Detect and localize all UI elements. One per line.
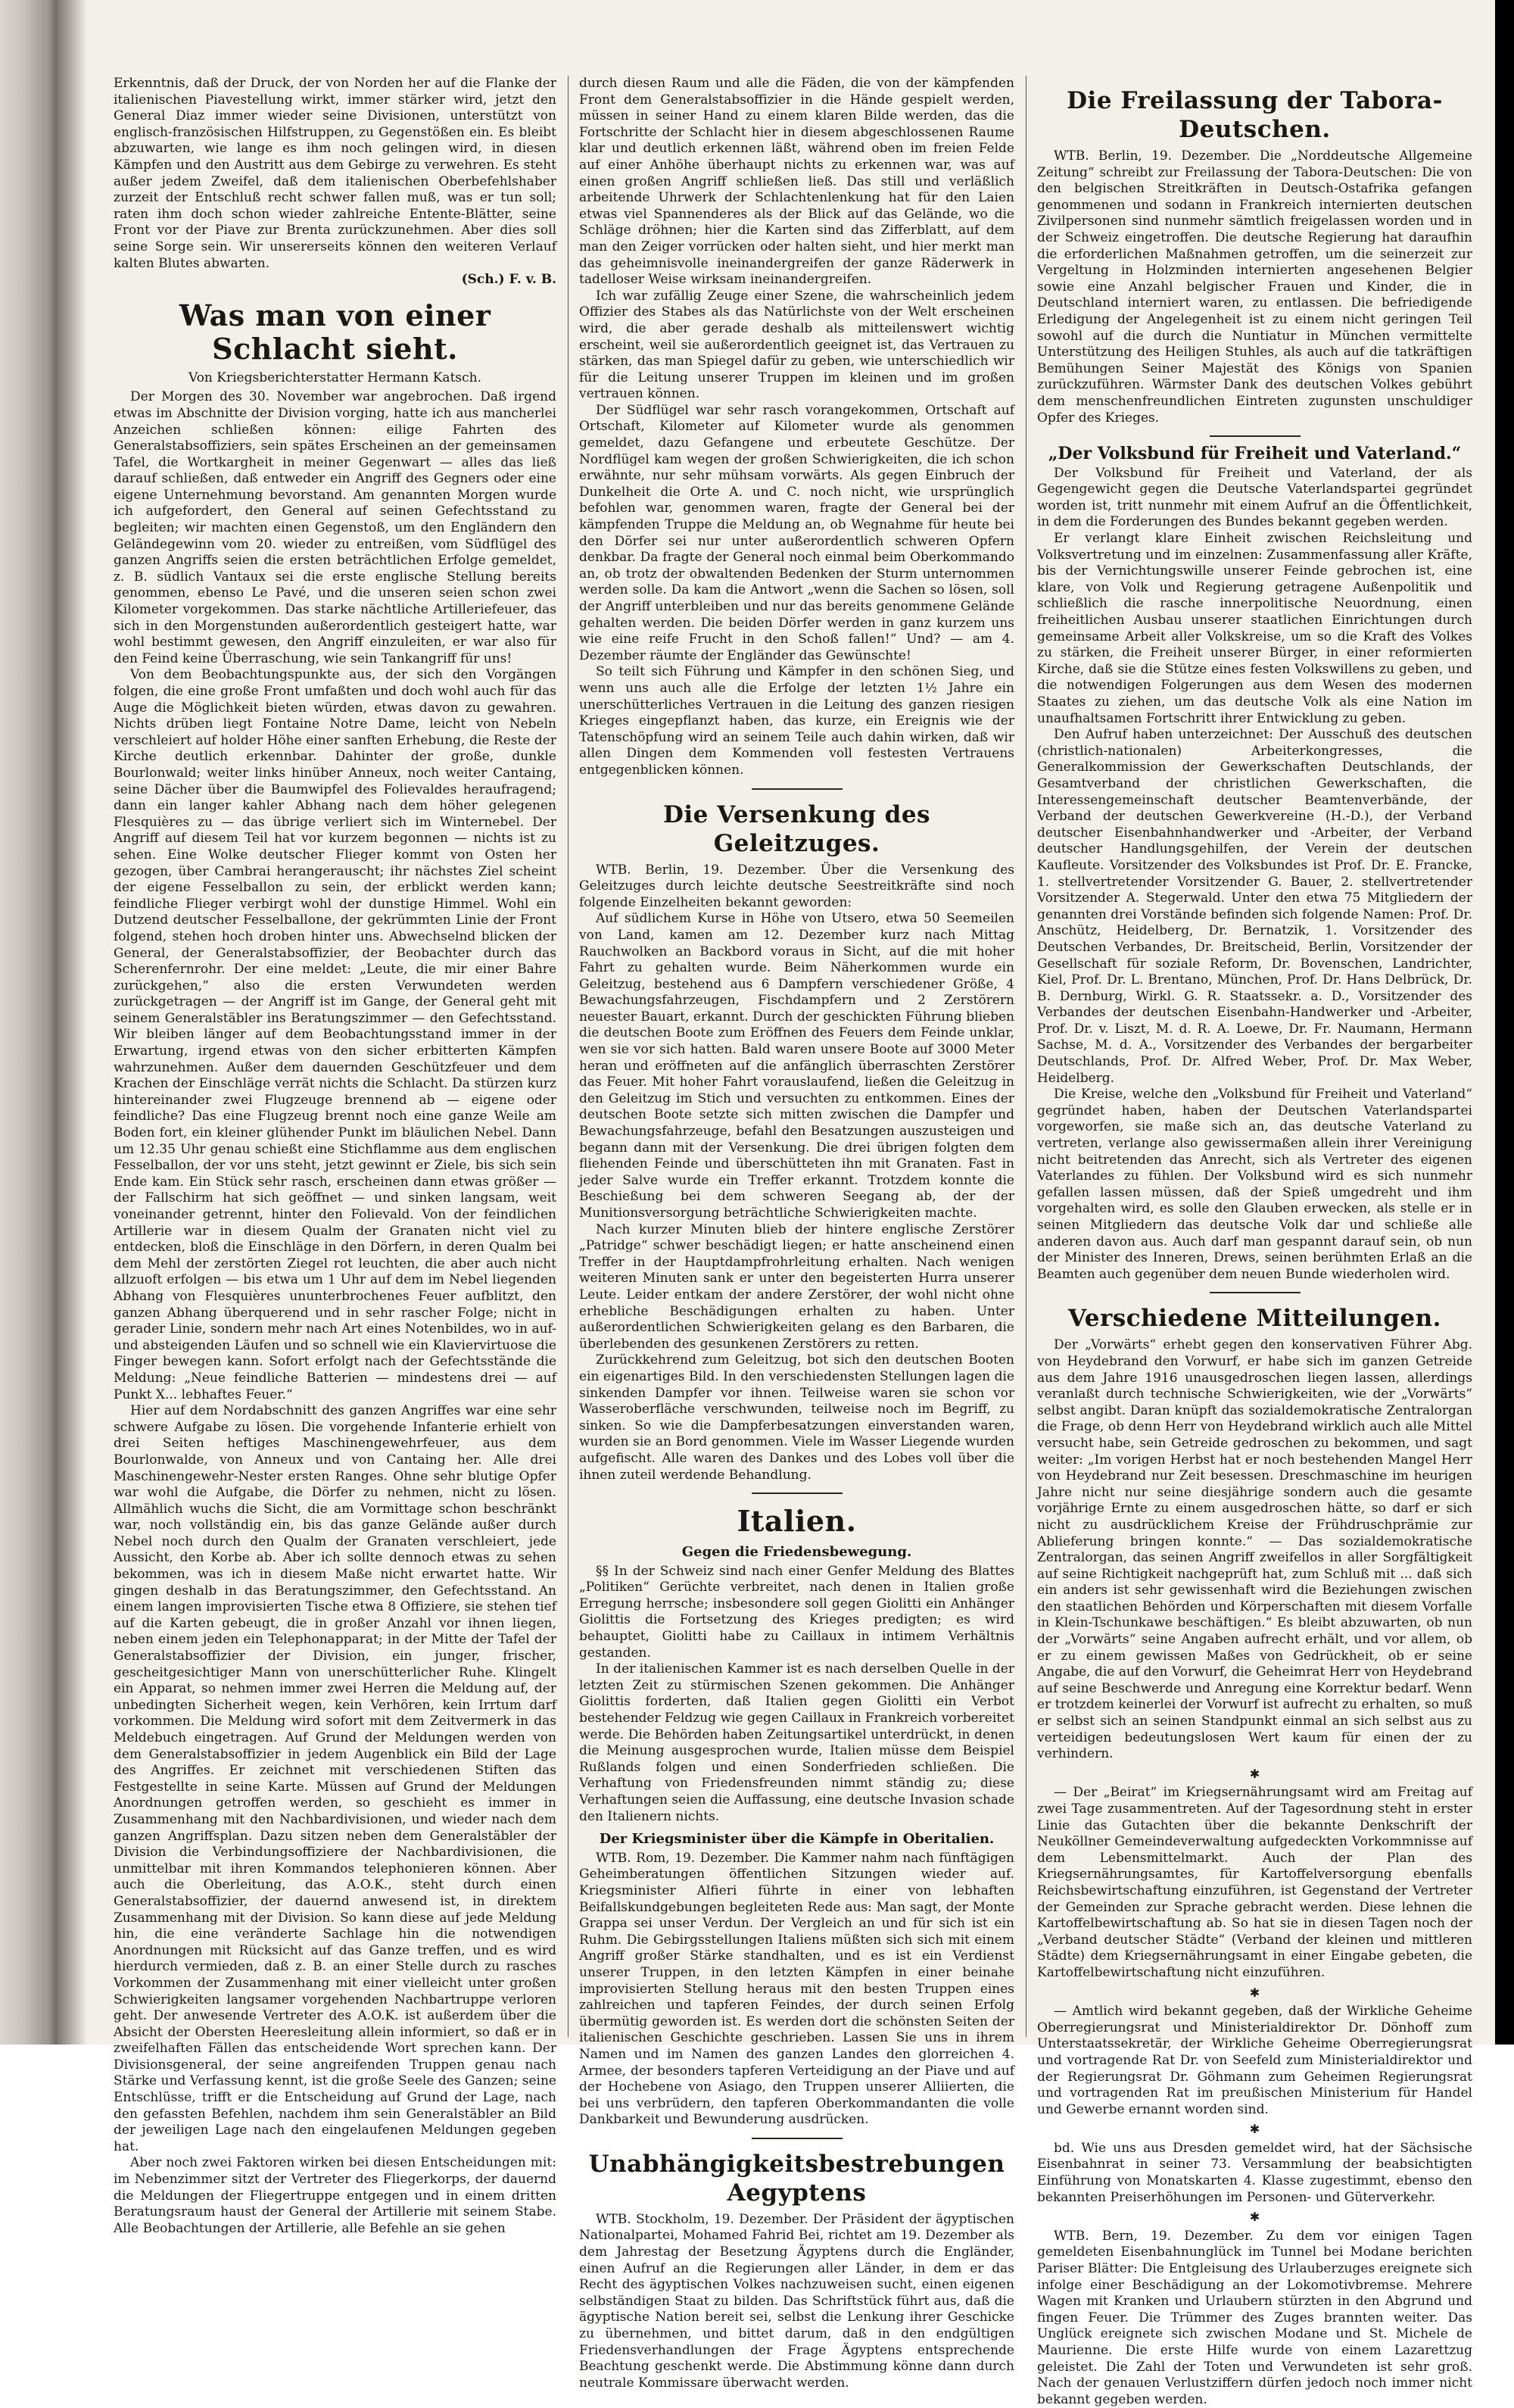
scanner-left-edge: [0, 0, 57, 2045]
separator: [752, 788, 843, 790]
article-body-geleitzug: [579, 862, 1014, 1484]
subhead-friedensbewegung: Gegen die Friedensbewegung.: [681, 1544, 912, 1561]
headline-geleitzug: Die Versenkung des Geleitzuges.: [662, 800, 931, 857]
paragraph: — Der „Beirat“ im Kriegsernährungsamt wird am Freitag auf zwei Tage zusammentreten. Auf der Tagesordnung steht in erster Linie das Gutachten über die bekannte Denkschrift der Neuköllner Gemeindeverwaltung aufgedeckten Vorkommnisse auf dem Lebensmittelmarkt. Auch der Plan des Kriegsernährungsamtes, für Kartoffelversorgung ebenfalls Reichsbewirtschaftung einzuführen, ist Gegenstand der Vertreter der Gemeinden zur Sprache gebracht werden. Diese lehnen die Kartoffelbewirtschaftung ab. So hat sie in diesen Tagen noch der „Verband deutscher Städte“ (Verband der kleinen und mittleren Städte) dem Kriegsernährungsamt in einer Eingabe gebeten, die Kartoffelbewirtschaftung nicht einzuführen.: [1037, 1785, 1472, 1980]
headline-volksbund: „Der Volksbund für Freiheit und Vaterland.“: [1048, 444, 1462, 464]
column-right: [1037, 76, 1472, 2407]
paragraph: Erkenntnis, daß der Druck, der von Norden her auf die Flanke der italienischen Piavestellung wirkt, immer stärker wird, jetzt den General Diaz immer wieder seine Divisionen, unterstützt von englisch-französischen Hilfstruppen, zu Gegenstößen ein. Es bleibt abzuwarten, wie lange es ihm noch gelingen wird, in diesen Kämpfen und den Austritt aus dem Gebirge zu verwehren. Es steht außer jedem Zweifel, daß dem italienischen Oberbefehlshaber zurzeit der Entschluß recht schwer fallen muß, was er tun soll; raten ihm doch schon wieder zahlreiche Entente-Blätter, seine Front vor der Piave zur Brenta zurückzunehmen. Aber dies soll seine Sorge sein. Wir unsererseits können den weiteren Verlauf kalten Blutes abwarten.: [114, 76, 556, 271]
paragraph: Auf südlichem Kurse in Höhe von Utsero, etwa 50 Seemeilen von Land, kamen am 12. Dezember kurz nach Mittag Rauchwolken an Backbord voraus in Sicht, auf die mit hoher Fahrt zu gehalten wurde. Beim Näherkommen wurde ein Geleitzug, bestehend aus 6 Dampfern verschiedener Größe, 4 Bewachungsfahrzeugen, Fischdampfern und 2 Zerstörern neuester Bauart, erkannt. Durch der geschickten Führung blieben die deutschen Boote zum Eröffnen des Feuers dem Feinde unklar, wen sie vor sich hatten. Bald waren unsere Boote auf 3000 Meter heran und eröffneten auf die anfänglich überraschten Zerstörer das Feuer. Mit hoher Fahrt vorauslaufend, ließen die Geleitzug in den Geleitzug im Stich und versuchten zu entkommen. Eines der deutschen Boote setzte sich mitten zwischen die Dampfer und Bewachungsfahrzeuge, befahl den Besatzungen auszusteigen und begann dann mit der Versenkung. Die drei übrigen folgten dem fliehenden Feinde und überschütteten ihn mit Granaten. Fast in jeder Salve wurde ein Treffer erkannt. Trotzdem konnte die Beschießung bei dem schweren Seegang ab, der der Munitionsversorgung beträchtliche Schwierigkeiten machte.: [579, 911, 1014, 1221]
column-middle: [579, 76, 1014, 2391]
article-body-italien: [579, 1564, 1014, 1826]
paragraph: Der „Vorwärts“ erhebt gegen den konservativen Führer Abg. von Heydebrand den Vorwurf, er habe sich im ganzen Getreide aus dem Jahre 1916 unausgedroschen liegen lassen, allerdings veranlaßt durch technische Schwierigkeiten, wie der „Vorwärts“ selbst angibt. Daran knüpft das sozialdemokratische Zentralorgan die Frage, ob denn Herr von Heydebrand wirklich auch alle Mittel versucht habe, sein Getreide gedroschen zu bekommen, und sagt weiter: „Im vorigen Herbst hat er noch bestehenden Mangel Herr von Heydebrand nur Zeit besessen. Dreschmaschine im heurigen Jahre nicht nur seine diesjährige sondern auch die gesamte vorjährige Ernte zu einem ausgedroschen hätte, so darf er sich nicht zu ausdrücklichem Kreise der Frühdruschprämie zur Ablieferung bringen konnte.“ — Das sozialdemokratische Zentralorgan, das seinen Angriff zweifellos in aller Sorgfältigkeit auf seine Richtigkeit nachgeprüft hat, zum Schluß mit ... daß sich ein anders ist sehr gewissenhaft wird die Beziehungen zwischen den staatlichen Behörden und Körperschaften mit diesem Vorfalle in Klein-Tschunkawe beschäftigen.“ Es bleibt abzuwarten, ob nun der „Vorwärts“ seine Angaben aufrecht erhält, und vor allem, ob er zu einem gewissen Maßes von Gedrückheit, ob er seine Angabe, die auf den Vorwurf, die Geheimrat Herr von Heydebrand auf seine Beschwerde und Anregung eine Korrektur bedarf. Wenn er trotzdem keinerlei der Vorwurf ist aufrecht zu erhalten, so muß er selbst sich an seinen Standpunkt einmal an sich selbst aus zu verteidigen bedeutungslosen Wert kaum für einen der zu verhindern.: [1037, 1337, 1472, 1762]
article-body-beirat: [1037, 1785, 1472, 1981]
paragraph: Ich war zufällig Zeuge einer Szene, die wahrscheinlich jedem Offizier des Stabes als das Natürlichste von der Welt erscheinen wird, die aber gerade deshalb als mitteilenswert wichtig erscheint, weil sie außerordentlich geeignet ist, das Vertrauen zu stärken, das man Spiegel dafür zu geben, wie unterschiedlich wir für die Leitung unserer Truppen im kleinen und im großen vertrauen können.: [579, 288, 1014, 402]
paragraph: Nach kurzer Minuten blieb der hintere englische Zerstörer „Patridge“ schwer beschädigt liegen; er hatte anscheinend einen Treffer in der Hauptdampfrohrleitung erhalten. Nach wenigen weiteren Minuten sank er unter den begeisterten Hurra unserer Leute. Leider entkam der andere Zerstörer, der wohl nicht ohne erhebliche Beschädigungen erhalten zu haben. Unter außerordentlichen Schwierigkeiten gelang es den Barbaren, die überlebenden des gesunkenen Zerstörers zu retten.: [579, 1221, 1014, 1352]
paragraph: Der Südflügel war sehr rasch vorangekommen, Ortschaft auf Ortschaft, Kilometer auf Kilometer wurde als genommen gemeldet, dazu Gefangene und erbeutete Geschütze. Der Nordflügel kam wegen der großen Schwierigkeiten, die ich schon erwähnte, nur sehr mühsam vorwärts. Als gegen Einbruch der Dunkelheit die Orte A. und C. noch nicht, wie ursprünglich befohlen war, genommen waren, fragte der General bei der kämpfenden Truppe die Meldung an, ob Wegnahme für heute bei den Dörfer sei nur unter außerordentlich schweren Opfern denkbar. Da fragte der General noch einmal beim Oberkommando an, ob trotz der obwaltenden Bedenken der Sturm unternommen werden solle. Da kam die Antwort „wenn die Sachen so lösen, soll der Angriff unterbleiben und nur das bereits genommene Gelände gehalten werden. Die beiden Dörfer werden in ganz kurzem uns wie eine reife Frucht in den Schoß fallen!“ Und? — am 4. Dezember räumte der Engländer das Gewünschte!: [579, 402, 1014, 663]
column-left: [114, 76, 556, 2236]
asterisk-separator: ✱: [1249, 2122, 1260, 2137]
headline-mitteilungen: Verschiedene Mitteilungen.: [1068, 1305, 1441, 1333]
headline-italien: Italien.: [737, 1504, 857, 1539]
page-gutter-shadow: [57, 0, 87, 2045]
separator: [752, 1493, 843, 1494]
headline-aegypten: Unabhängigkeitsbestrebungen Aegyptens: [588, 2150, 1005, 2207]
article-signature: (Sch.) F. v. B.: [461, 272, 556, 288]
article-body-dresden: [1037, 2141, 1472, 2206]
byline: Von Kriegsberichterstatter Hermann Katsch.: [188, 370, 481, 385]
article-body-schlacht: [114, 389, 556, 2237]
paragraph: Die Kreise, welche den „Volksbund für Freiheit und Vaterland“ gegründet haben, haben der Deutschen Vaterlandspartei vorgeworfen, sie maße sich an, das deutsche Vaterland zu vertreten, verlange also gewissermaßen allein ihrer Vereinigung nicht beitretenden das Anrecht, sich als Vertreter des eigenen Vaterlandes zu fühlen. Der Volksbund wird es sich nunmehr gefallen lassen müssen, daß der Spieß umgedreht und ihm vorgehalten wird, es solle den Glauben erwecken, als stelle er in seinen Mitgliedern das deutsche Volk dar und schließe alle anderen davon aus. Auch darf man gespannt darauf sein, ob nun der Minister des Inneren, Drews, seinen berühmten Erlaß an die Beamten auch gegenüber dem neuen Bunde wiederholen wird.: [1037, 1087, 1472, 1282]
separator: [752, 2138, 843, 2139]
article-body-bern: [1037, 2229, 1472, 2408]
paragraph: WTB. Rom, 19. Dezember. Die Kammer nahm nach fünftägigen Geheimberatungen öffentlichen Sitzungen wieder auf. Kriegsminister Alfieri führte in einer von lebhaften Beifallskundgebungen begleiteten Rede aus: Man sagt, der Monte Grappa sei unser Verdun. Der Vergleich an und für sich ist ein Ruhm. Die Gebirgsstellungen Italiens müßten sich sich mit einem Angriff großer Stärke standhalten, und es ist ein Verdienst unserer Truppen, in den letzten Kämpfen in einer beinahe improvisierten Stellung heraus mit den besten Truppen eines zahlreichen und tapferen Feindes, der durch seinen Erfolg übermütig geworden ist. Es werden dort die schönsten Seiten der italienischen Geschichte geschrieben. Lassen Sie uns in ihrem Namen und im Namen des ganzen Landes den glorreichen 4. Armee, der besonders tapferen Verteidigung an der Piave und auf der Hochebene von Asiago, den Truppen unserer Alliierten, die bei uns verbrüdern, den tapferen Oberkommandanten die volle Dankbarkeit und Bewunderung ausdrücken.: [579, 1850, 1014, 2128]
paragraph: WTB. Berlin, 19. Dezember. Die „Norddeutsche Allgemeine Zeitung“ schreibt zur Freilassung der Tabora-Deutschen: Die von den belgischen Streitkräften in Deutsch-Ostafrika gefangen genommenen und sodann in Frankreich internierten deutschen Zivilpersonen sind nunmehr sämtlich freigelassen worden und in der Schweiz eingetroffen. Die deutsche Regierung hat daraufhin die erforderlichen Maßnahmen getroffen, um die seinerzeit zur Vergeltung in Holzminden internierten angesehenen Belgier sowie eine Anzahl belgischer Frauen und Kinder, die in Deutschland interniert waren, zu entlassen. Die befriedigende Erledigung der Angelegenheit ist zu einem nicht geringen Teil sowohl auf die durch die Nuntiatur in München vermittelte Unterstützung des Heiligen Stuhles, als auch auf die tatkräftigen Bemühungen Seiner Majestät des Königs von Spanien zurückzuführen. Wärmster Dank des deutschen Volkes gebührt dem menschenfreundlichen Eintreten zugunsten unschuldiger Opfer des Krieges.: [1037, 148, 1472, 426]
asterisk-separator: ✱: [1249, 1985, 1260, 2000]
paragraph: WTB. Berlin, 19. Dezember. Über die Versenkung des Geleitzuges durch leichte deutsche Seestreitkräfte sind noch folgende Einzelheiten bekannt geworden:: [579, 862, 1014, 910]
paragraph: So teilt sich Führung und Kämpfer in den schönen Sieg, und wenn uns auch alle die Erfolge der letzten 1½ Jahre ein unerschütterliches Vertrauen in die Leitung des ganzen riesigen Krieges eingepflanzt haben, das kurze, ein Ereignis wie der Tatenschöpfung wird an seinem Teile auch dahin wirken, daß wir allen Dingen dem Kommenden voll festesten Vertrauens entgegenblicken können.: [579, 664, 1014, 778]
paragraph: Der Morgen des 30. November war angebrochen. Daß irgend etwas im Abschnitte der Division vorging, hatte ich aus mancherlei Anzeichen schließen können: eilige Fahrten des Generalstabsoffiziers, sein spätes Erscheinen an der gemeinsamen Tafel, die Wortkargheit in meiner Gegenwart — alles das ließ darauf schließen, daß entweder ein Angriff des Gegners oder eine eigene Unternehmung bevorstand. Am genannten Morgen wurde ich aufgefordert, den General auf seinen Gefechtsstand zu begleiten; wir machten einen Gegenstoß, um den Engländern den Geländegewinn vom 20. wieder zu entreißen, vom Südflügel des ganzen Angriffs seien die ersten beträchtlichen Erfolge gemeldet, z. B. südlich Vantaux sei die erste englische Stellung bereits genommen, ebenso Le Pavé, und die unseren seien schon zwei Kilometer vorgekommen. Das starke nächtliche Artilleriefeuer, das sich in den Morgenstunden außerordentlich gesteigert hatte, war wohl bestimmt gewesen, den Angriff einzuleiten, er war also für den Feind keine Überraschung, wie sein Tankangriff für uns!: [114, 389, 556, 666]
separator: [1210, 1292, 1301, 1293]
paragraph: — Amtlich wird bekannt gegeben, daß der Wirkliche Geheime Oberregierungsrat und Ministerialdirektor Dr. Dönhoff zum Unterstaatssekretär, der Wirkliche Geheime Oberregierungsrat und vortragende Rat Dr. von Seefeld zum Ministerialdirektor und der Regierungsrat Dr. Göhmann zum Geheimen Regierungsrat und vortragenden Rat im preußischen Ministerium für Handel und Gewerbe ernannt worden sind.: [1037, 2004, 1472, 2117]
article-body-mitteilungen: [1037, 1337, 1472, 1762]
headline-tabora: Die Freilassung der Tabora-Deutschen.: [1067, 87, 1443, 143]
paragraph: Der Volksbund für Freiheit und Vaterland, der als Gegengewicht gegen die Deutsche Vaterlandspartei gegründet worden ist, tritt nunmehr mit einem Aufruf an die Öffentlichkeit, in dem die Forderungen des Bundes bekannt gegeben werden.: [1037, 465, 1472, 530]
separator: [1210, 435, 1301, 437]
paragraph: Er verlangt klare Einheit zwischen Reichsleitung und Volksvertretung und im einzelnen: Zusammenfassung aller Kräfte, bis der Vernichtungswille unserer Feinde gebrochen ist, eine klare, von Volk und Regierung getragene Außenpolitik und schließlich die rasche innerpolitische Neuordnung, einen freiheitlichen Ausbau unserer staatlichen Einrichtungen durch gemeinsame Arbeit aller Volkskreise, um so die Kraft des Volkes zu stärken, die Freiheit unserer Bürger, in einer reformierten Kirche, daß sie die Stütze eines festen Volkswillens zu geben, und die notwendigen Folgerungen aus dem Wesen des modernen Staates zu ziehen, um das deutsche Volk als eine Nation im unaufhaltsamen Fortschritt ihrer Entwicklung zu geben.: [1037, 531, 1472, 726]
article-body-continued: [579, 76, 1014, 779]
paragraph: In der italienischen Kammer ist es nach derselben Quelle in der letzten Zeit zu stürmischen Szenen gekommen. Die Anhänger Giolittis forderten, daß Italien gegen Giolitti ein Verbot bestehender Feldzug wie gegen Caillaux in Frankreich vorbereitet werde. Die Behörden haben Zeitungsartikel unterdrückt, in denen die Meinung ausgesprochen wurde, Italien müsse dem Beispiel Rußlands folgen und einen Sonderfrieden schließen. Die Verhaftung von Friedensfreunden nimmt ständig zu; diese Verhaftungen seien die Auffassung, eine deutsche Invasion schade den Italienern nichts.: [579, 1661, 1014, 1824]
paragraph: WTB. Stockholm, 19. Dezember. Der Präsident der ägyptischen Nationalpartei, Mohamed Fahrid Bei, richtet am 19. Dezember als dem Jahrestag der Besetzung Ägyptens durch die Engländer, einen Aufruf an die Regierungen aller Länder, in dem er das Recht des ägyptischen Volkes nachzuweisen sucht, einen eigenen selbständigen Staat zu bilden. Das Schriftstück führt aus, daß die ägyptische Nation bereit sei, selbst die Lenkung ihrer Geschicke zu übernehmen, und bittet darum, daß in den endgültigen Friedensverhandlungen der Frage Ägyptens entsprechende Beachtung geschenkt werde. Die Abstimmung könne dann durch neutrale Kommissare überwacht werden.: [579, 2211, 1014, 2391]
asterisk-separator: ✱: [1249, 1766, 1260, 1781]
paragraph: WTB. Bern, 19. Dezember. Zu dem vor einigen Tagen gemeldeten Eisenbahnunglück im Tunnel bei Modane berichten Pariser Blätter: Die Entgleisung des Urlauberzuges ereignete sich infolge einer Beschädigung an der Lokomotivbremse. Mehrere Wagen mit Kranken und Urlaubern stürzten in den Abgrund und fingen Feuer. Die Trümmer des Zuges brannten weiter. Das Unglück ereignete sich zwischen Modane und St. Michele de Maurienne. Die erste Hilfe wurde von einem Lazarettzug geleistet. Die Zahl der Toten und Verwundeten ist sehr groß. Nach der genauen Verlustziffern dürfen jedoch noch immer nicht bekannt gegeben werden.: [1037, 2228, 1472, 2407]
headline-schlacht: Was man von einer Schlacht sieht.: [179, 298, 491, 366]
paragraph: Zurückkehrend zum Geleitzug, bot sich den deutschen Booten ein eigenartiges Bild. In den verschiedensten Stellungen lagen die sinkenden Dampfer vor ihnen. Teilweise waren sie schon vor Wasseroberfläche verschwunden, teilweise noch im Begriff, zu sinken. So wie die Dampferbesatzungen einverstanden waren, wurden sie an Bord genommen. Viele im Wasser Liegende wurden aufgefischt. Alle waren des Dankes und des Lobes voll über die ihnen zuteil werdende Behandlung.: [579, 1352, 1014, 1483]
paragraph: Von dem Beobachtungspunkte aus, der sich den Vorgängen folgen, die eine große Front umfaßten und doch wohl auch für das Auge die Möglichkeit bieten würden, etwas davon zu gewahren. Nichts drüben liegt Fontaine Notre Dame, leicht von Nebeln verschleiert auf holder Höhe einer sanften Erhebung, die Reste der Kirche deutlich erkennbar. Dahinter der große, dunkle Bourlonwald; weiter links hinüber Anneux, noch weiter Cantaing, seine Dächer über die Baumwipfel des Folievaldes heraufragend; dann ein langer kahler Abhang nach dem höher gelegenen Flesquières zu — das übrige verliert sich im Winternebel. Der Angriff auf diesem Teil hat vor kurzem begonnen — nichts ist zu sehen. Eine Wolke deutscher Flieger kommt von Osten her gezogen, über Cambrai herangerauscht; ihr nächstes Ziel scheint der eigene Fesselballon zu sein, der erblickt werden kann; feindliche Flieger verbirgt wohl der dunstige Himmel. Wohl ein Dutzend deutscher Fesselballone, der gekrümmten Linie der Front folgend, stehen hoch droben hinter uns. Abwechselnd blicken der General, der Generalstabsoffizier, der Beobachter durch das Scherenfernrohr. Der eine meldet: „Leute, die mir einer Bahre zurückgehen,“ also die ersten Verwundeten werden zurückgetragen — der Angriff ist im Gange, der General geht mit seinem Generalstäbler ins Beratungszimmer — den Gefechtsstand. Wir bleiben länger auf dem Beobachtungsstand immer in der Erwartung, irgend etwas von den sicher erbitterten Kämpfen wahrzunehmen. Außer dem dauernden Geschützfeuer und dem Krachen der Einschläge verrät nichts die Schlacht. Da stürzen kurz hintereinander zwei Flugzeuge brennend ab — eigene oder feindliche? Das eine Flugzeug brennt noch eine ganze Weile am Boden fort, ein kleiner glühender Punkt im bläulichen Nebel. Dann um 12.35 Uhr genau schießt eine Stichflamme aus dem englischen Fesselballon, der vor uns steht, jetzt gewinnt er Ziele, bis sich sein Ende kam. Ein Stück sehr rasch, erscheinen dann etwas größer — der Fallschirm hat sich geöffnet — und sinken langsam, weit voneinander getrennt, hinter den Folievald. Von der feindlichen Artillerie war in diesem Qualm der Granaten nicht viel zu entdecken, bloß die Einschläge in den Dörfern, in deren Qualm bei dem Mehl der zerstörten Ziegel rot leuchten, die aber auch nicht allzuoft erfolgen — bis etwa um 1 Uhr auf dem im Nebel liegenden Abhang von Flesquières ununterbrochenes Feuer aufblitzt, den ganzen Abhang überquerend und in sehr rascher Folge; nicht in gerader Linie, sondern mehr nach Art eines Notenbildes, wo in auf- und absteigenden Läufen und so schnell wie ein Klaviervirtuose die Finger bewegen kann. Sofort erfolgt nach der Gefechtsstände die Meldung: „Neue feindliche Batterien — mindestens drei — auf Punkt X... lebhaftes Feuer.“: [114, 667, 556, 1402]
paragraph: bd. Wie uns aus Dresden gemeldet wird, hat der Sächsische Eisenbahnrat in seiner 73. Versammlung der beabsichtigten Einführung von Monatskarten 4. Klasse zugestimmt, ebenso den bekannten Preiserhöhungen im Personen- und Güterverkehr.: [1037, 2140, 1472, 2205]
scanner-right-edge: [1495, 0, 1514, 2045]
column-rule: [568, 76, 569, 2037]
article-body-aegypten: [579, 2212, 1014, 2392]
intro-text: [114, 76, 556, 272]
paragraph: Den Aufruf haben unterzeichnet: Der Ausschuß des deutschen (christlich-nationalen) Arbeiterkongresses, die Generalkommission der Gewerkschaften Deutschlands, der Gesamtverband der christlichen Gewerkschaften, die Interessengemeinschaft deutscher Beamtenverbände, der Verband der deutschen Gewerkvereine (H.-D.), der Verband deutscher Eisenbahnhandwerker und -Arbeiter, der Verband deutscher Handlungsgehilfen, der Verein der deutschen Kaufleute. Vorsitzender des Volksbundes ist Prof. Dr. E. Francke, 1. stellvertretender Vorsitzender G. Bauer, 2. stellvertretender Vorsitzender A. Stegerwald. Unter den etwa 75 Mitgliedern der genannten drei Vorstände befinden sich folgende Namen: Prof. Dr. Anschütz, Heidelberg, Dr. Bernatzik, 1. Vorsitzender des Deutschen Verbandes, Dr. Breitscheid, Berlin, Vorsitzender der Gesellschaft für soziale Reform, Dr. Bovenschen, Landrichter, Kiel, Prof. Dr. L. Brentano, München, Prof. Dr. Hans Delbrück, Dr. B. Dernburg, Wirkl. G. R. Staatssekr. a. D., Vorsitzender des Verbandes der deutschen Eisenbahn-Handwerker und -Arbeiter, Prof. Dr. v. Liszt, M. d. R. A. Loewe, Dr. Fr. Naumann, Hermann Sachse, M. d. A., Vorsitzender des Verbandes der bergarbeiter Deutschlands, Prof. Dr. Alfred Weber, Prof. Dr. Max Weber, Heidelberg.: [1037, 727, 1472, 1086]
paragraph: durch diesen Raum und alle die Fäden, die von der kämpfenden Front dem Generalstabsoffizier in die Hände gespielt werden, müssen in seiner Hand zu einem klaren Bilde werden, das die Fortschritte der Schlacht hier in diesem abgeschlossenen Raume klar und deutlich erkennen läßt, während oben im freien Felde auf einer Anhöhe überhaupt nichts zu erkennen war, was auf einen großen Angriff schließen ließ. Das still und verläßlich arbeitende Uhrwerk der Schlachtenlenkung hat für den Laien etwas viel Spannenderes als der Blick auf das Gelände, wo die Schläge dröhnen; hier die Karten sind das Zifferblatt, auf dem man den Zeiger vorrücken oder halten sieht, und hier merkt man das geheimnisvolle ineinandergreifen der ganze Räderwerk in tadelloser Weise wirksam ineinandergreifen.: [579, 76, 1014, 288]
paragraph: Hier auf dem Nordabschnitt des ganzen Angriffes war eine sehr schwere Aufgabe zu lösen. Die vorgehende Infanterie erhielt von drei Seiten heftiges Maschinengewehrfeuer, aus dem Bourlonwalde, von Anneux und von Cantaing her. Alle drei Maschinengewehr-Nester ersten Ranges. Ohne sehr blutige Opfer war wohl die Aufgabe, die Dörfer zu nehmen, nicht zu lösen. Allmählich wuchs die Sicht, die am Vormittage schon beschränkt war, noch vollständig ein, bis das ganze Gelände außer durch Nebel noch durch den Qualm der Granaten verschleiert, jede Aussicht, den Korbe ab. Aber ich sollte dennoch etwas zu sehen bekommen, was ich in diesem Maße nicht erwartet hatte. Wir gingen deshalb in das Beratungszimmer, den Gefechtsstand. An einem langen improvisierten Tische etwa 8 Offiziere, sie stehen tief auf die Karten gebeugt, die in großer Anzahl vor ihnen liegen, neben einem jeden ein Telephonapparat; in der Mitte der Tafel der Generalstabsoffizier der Division, ein junger, frischer, gescheitgesichtiger Mann von unerschütterlicher Ruhe. Klingelt ein Apparat, so nehmen immer zwei Herren die Meldung auf, der unbedingten Sicherheit wegen, kein Verhören, kein Irrtum darf vorkommen. Die Meldung wird sofort mit dem Zeitvermerk in das Meldebuch eingetragen. Auf Grund der Meldungen werden von dem Generalstabsoffizier in jedem Augenblick ein Bild der Lage des Angriffes. Er zeichnet mit verschiedenen Stiften das Festgestellte in seine Karte. Müssen auf Grund der Meldungen Anordnungen getroffen werden, so geschieht es immer in Zusammenhang mit den Nachbardivisionen, und wieder nach dem ganzen Angriffsplan. Dazu sitzen neben dem Generalstäbler der Division die Verbindungsoffiziere der Nachbardivisionen, die unmittelbar mit ihren Kommandos telephonieren können. Aber auch die Oberleitung, das A.O.K., steht durch einen Generalstabsoffizier, der dauernd anwesend ist, in direktem Zusammenhang mit der Division. So kann diese auf jede Meldung hin, die eine veränderte Sachlage hin die notwendigen Anordnungen mit Rücksicht auf das Ganze treffen, und es wird hierdurch vermieden, daß z. B. an einer Stelle durch zu rasches Vorkommen der Zusammenhang mit einer vielleicht unter großen Schwierigkeiten langsamer vorgehenden Nachbartruppe verloren geht. Der anwesende Vertreter des A.O.K. ist außerdem über die Absicht der Obersten Heeresleitung allein informiert, so daß er in zweifelhaften Fällen das entscheidende Wort sprechen kann. Der Divisionsgeneral, der seine angreifenden Truppen genau nach Stärke und Verfassung kennt, ist die große Seele des Ganzen; seine Entschlüsse, trifft er die Entscheidung auf Grund der Lage, nach den gefassten Befehlen, nachdem ihm sein Generalstäbler an Bild der jeweiligen Lage nach den eingelaufenen Meldungen gegeben hat.: [114, 1403, 556, 2154]
article-body-volksbund: [1037, 466, 1472, 1284]
asterisk-separator: ✱: [1249, 2210, 1260, 2225]
article-body-tabora: [1037, 148, 1472, 426]
subhead-kriegsminister: Der Kriegsminister über die Kämpfe in Oberitalien.: [599, 1831, 995, 1848]
paragraph: §§ In der Schweiz sind nach einer Genfer Meldung des Blattes „Politiken“ Gerüchte verbreitet, nach denen in Italien große Erregung herrsche; insbesondere soll gegen Giolitti ein Anhänger Giolittis die Fortsetzung des Krieges predigten; es wird behauptet, Giolitti habe zu Caillaux in intimem Verhältnis gestanden.: [579, 1563, 1014, 1661]
article-body-amtlich: [1037, 2004, 1472, 2118]
article-body-kriegsminister: [579, 1851, 1014, 2129]
paragraph: Aber noch zwei Faktoren wirken bei diesen Entscheidungen mit: im Nebenzimmer sitzt der Vertreter des Fliegerkorps, der dauernd die Meldungen der Fliegertruppe entgegen und in einem dritten Beratungsraum haust der General der Artillerie mit seinem Stabe. Alle Beobachtungen der Artillerie, alle Befehle an sie gehen: [114, 2155, 556, 2236]
